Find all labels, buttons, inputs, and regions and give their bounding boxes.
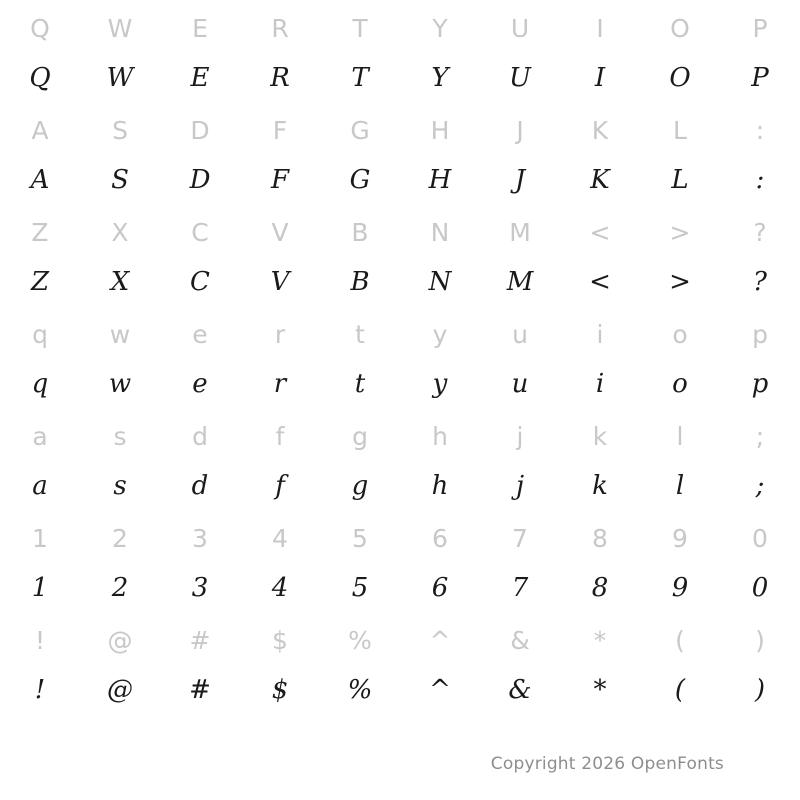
glyph-cell: G [350, 116, 370, 145]
glyph-cell: ! [34, 675, 46, 705]
glyph-cell: @ [107, 626, 133, 655]
glyph-row-reference [0, 208, 800, 259]
glyph-cell: R [271, 14, 289, 43]
glyph-cell: E [192, 14, 208, 43]
glyph-cell: s [113, 471, 127, 501]
glyph-cell: : [755, 165, 765, 195]
glyph-cell: D [190, 116, 210, 145]
glyph-cell: w [108, 369, 132, 399]
glyph-cell: 2 [111, 573, 129, 603]
glyph-cell: U [509, 63, 531, 93]
glyph-cell: E [190, 63, 210, 93]
glyph-cell: T [352, 14, 368, 43]
glyph-cell: g [351, 471, 369, 501]
glyph-cell: e [192, 320, 208, 349]
glyph-cell: g [352, 422, 368, 451]
glyph-cell: e [192, 369, 208, 399]
glyph-cell: I [596, 14, 604, 43]
glyph-cell: u [511, 369, 529, 399]
glyph-row-sample [0, 565, 800, 616]
glyph-cell: ^ [429, 626, 451, 655]
glyph-cell: R [270, 63, 290, 93]
glyph-cell: k [592, 471, 608, 501]
glyph-cell: N [430, 218, 450, 247]
glyph-cell: 5 [352, 524, 368, 553]
glyph-cell: $ [271, 675, 289, 705]
glyph-cell: C [190, 267, 210, 297]
glyph-cell: h [432, 422, 448, 451]
glyph-cell: h [431, 471, 449, 501]
glyph-cell: U [510, 14, 530, 43]
glyph-cell: i [595, 369, 605, 399]
glyph-cell: y [432, 320, 448, 349]
glyph-row-sample [0, 361, 800, 412]
glyph-cell: 7 [511, 573, 529, 603]
glyph-cell: G [349, 165, 371, 195]
glyph-cell: 0 [752, 524, 768, 553]
glyph-cell: & [510, 626, 530, 655]
glyph-cell: > [669, 267, 691, 297]
glyph-cell: Z [30, 267, 50, 297]
glyph-cell: ^ [429, 675, 451, 705]
glyph-cell: J [514, 165, 526, 195]
glyph-cell: M [506, 267, 534, 297]
glyph-cell: ( [674, 675, 686, 705]
glyph-cell: i [596, 320, 604, 349]
glyph-cell: S [111, 165, 129, 195]
glyph-cell: A [30, 165, 50, 195]
glyph-cell: * [593, 626, 607, 655]
glyph-row-sample [0, 463, 800, 514]
glyph-cell: ; [755, 471, 765, 501]
glyph-cell: W [107, 14, 133, 43]
glyph-cell: 1 [32, 524, 48, 553]
glyph-cell: : [755, 116, 765, 145]
glyph-cell: S [112, 116, 128, 145]
glyph-cell: 6 [432, 524, 448, 553]
glyph-cell: O [669, 63, 691, 93]
glyph-cell: o [672, 369, 688, 399]
glyph-cell: L [671, 165, 689, 195]
glyph-cell: J [516, 116, 524, 145]
glyph-cell: # [189, 675, 211, 705]
glyph-row-reference [0, 616, 800, 667]
glyph-cell: L [673, 116, 687, 145]
glyph-cell: ( [675, 626, 685, 655]
glyph-cell: F [272, 116, 288, 145]
glyph-cell: y [432, 369, 448, 399]
glyph-cell: X [110, 267, 130, 297]
glyph-cell: P [751, 63, 769, 93]
glyph-cell: s [113, 422, 127, 451]
glyph-row-reference [0, 310, 800, 361]
glyph-cell: 5 [351, 573, 369, 603]
glyph-row-reference [0, 412, 800, 463]
glyph-cell: % [347, 675, 373, 705]
glyph-cell: < [589, 218, 611, 247]
glyph-cell: f [275, 422, 285, 451]
glyph-cell: 2 [112, 524, 128, 553]
glyph-cell: Q [29, 63, 51, 93]
glyph-cell: % [348, 626, 372, 655]
glyph-cell: D [189, 165, 211, 195]
glyph-cell: < [589, 267, 611, 297]
glyph-cell: t [355, 320, 365, 349]
glyph-cell: 3 [191, 573, 209, 603]
glyph-cell: Y [431, 63, 449, 93]
glyph-cell: 8 [592, 524, 608, 553]
glyph-row-sample [0, 55, 800, 106]
glyph-row-reference [0, 106, 800, 157]
glyph-cell: H [430, 116, 450, 145]
glyph-cell: A [31, 116, 49, 145]
glyph-cell: Q [30, 14, 50, 43]
glyph-row-sample [0, 259, 800, 310]
glyph-cell: T [351, 63, 369, 93]
glyph-cell: d [191, 471, 209, 501]
glyph-cell: l [676, 422, 684, 451]
glyph-cell: a [32, 422, 48, 451]
glyph-cell: q [32, 320, 48, 349]
glyph-cell: C [191, 218, 209, 247]
glyph-cell: K [591, 116, 609, 145]
glyph-cell: ) [754, 675, 766, 705]
glyph-cell: O [670, 14, 690, 43]
glyph-cell: $ [272, 626, 288, 655]
glyph-cell: j [515, 471, 525, 501]
glyph-cell: ? [753, 267, 767, 297]
glyph-cell: # [189, 626, 211, 655]
glyph-cell: p [751, 369, 769, 399]
glyph-cell: ; [755, 422, 765, 451]
glyph-cell: Z [31, 218, 49, 247]
glyph-cell: p [752, 320, 768, 349]
glyph-cell: 7 [512, 524, 528, 553]
glyph-cell: 9 [672, 524, 688, 553]
glyph-cell: f [275, 471, 285, 501]
glyph-cell: u [512, 320, 528, 349]
glyph-cell: r [273, 369, 287, 399]
glyph-cell: ! [34, 626, 46, 655]
copyright-notice: Copyright 2026 OpenFonts [490, 754, 724, 774]
glyph-cell: ) [755, 626, 765, 655]
glyph-cell: 0 [751, 573, 769, 603]
glyph-row-reference [0, 514, 800, 565]
glyph-cell: w [109, 320, 131, 349]
glyph-cell: K [590, 165, 610, 195]
glyph-cell: t [354, 369, 366, 399]
glyph-cell: M [509, 218, 531, 247]
glyph-cell: o [672, 320, 688, 349]
glyph-cell: r [274, 320, 286, 349]
glyph-cell: Y [432, 14, 448, 43]
glyph-cell: P [752, 14, 768, 43]
glyph-cell: 9 [671, 573, 689, 603]
glyph-cell: 4 [271, 573, 289, 603]
glyph-cell: 3 [192, 524, 208, 553]
glyph-cell: * [593, 675, 607, 705]
glyph-cell: 8 [591, 573, 609, 603]
glyph-cell: H [428, 165, 452, 195]
glyph-cell: a [32, 471, 48, 501]
glyph-cell: @ [107, 675, 133, 705]
glyph-cell: B [351, 218, 369, 247]
glyph-cell: j [516, 422, 524, 451]
glyph-row-sample [0, 667, 800, 718]
glyph-cell: k [592, 422, 608, 451]
glyph-cell: W [106, 63, 134, 93]
glyph-cell: q [31, 369, 49, 399]
glyph-row-sample [0, 157, 800, 208]
glyph-cell: F [270, 165, 290, 195]
glyph-cell: X [111, 218, 129, 247]
glyph-cell: d [192, 422, 208, 451]
glyph-cell: 1 [31, 573, 49, 603]
glyph-cell: 6 [431, 573, 449, 603]
glyph-cell: V [270, 267, 290, 297]
glyph-cell: V [271, 218, 289, 247]
glyph-cell: N [428, 267, 452, 297]
glyph-cell: B [350, 267, 370, 297]
glyph-cell: & [508, 675, 532, 705]
glyph-cell: l [675, 471, 685, 501]
glyph-row-reference [0, 4, 800, 55]
glyph-cell: 4 [272, 524, 288, 553]
glyph-cell: ? [753, 218, 767, 247]
glyph-cell: > [669, 218, 691, 247]
glyph-cell: I [594, 63, 606, 93]
